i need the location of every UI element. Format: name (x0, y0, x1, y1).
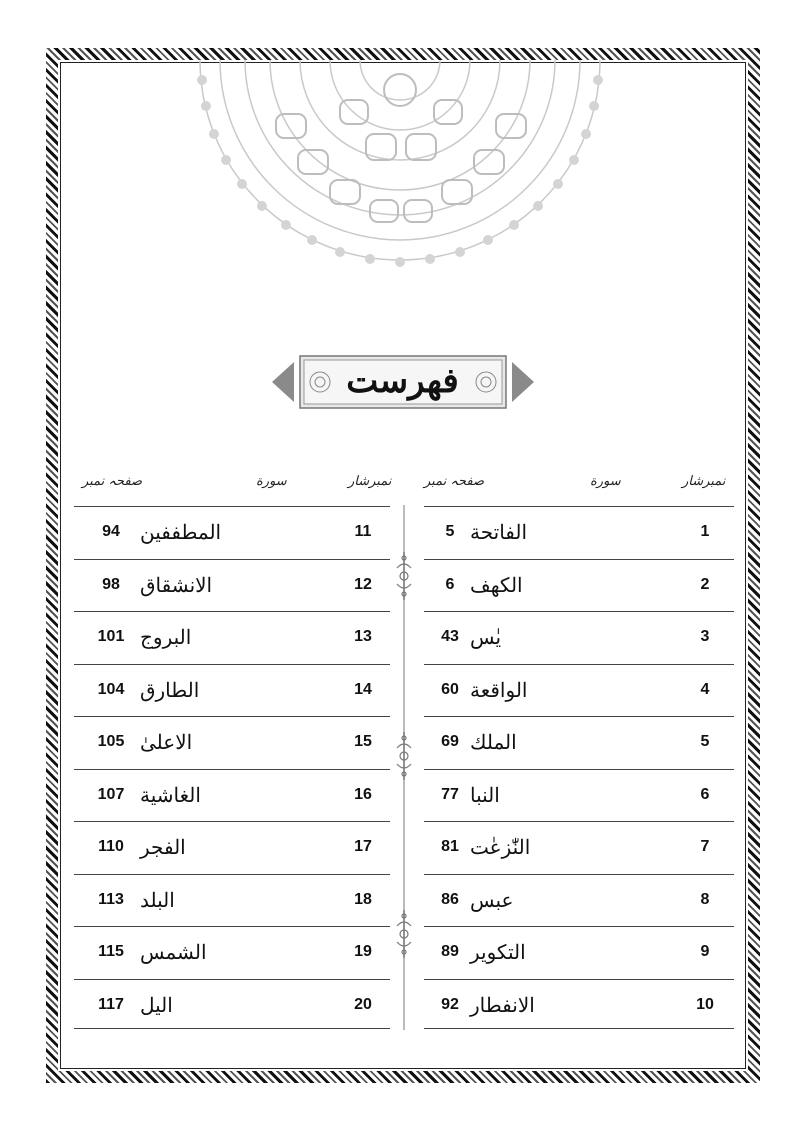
toc-surah-name: الانشقاق (140, 572, 213, 597)
toc-surah-name: النّٰزعٰت (470, 835, 531, 859)
toc-row (74, 716, 390, 766)
toc-surah-name: الواقعة (470, 677, 528, 702)
header-right-page: صفحہ نمبر (424, 474, 484, 489)
toc-number: 6 (700, 785, 710, 803)
toc-surah-name: الفجر (140, 835, 186, 859)
toc-number: 11 (354, 523, 372, 540)
toc-page-number: 115 (98, 943, 124, 960)
toc-row (74, 874, 390, 924)
toc-number: 4 (700, 680, 710, 698)
toc-number: 18 (354, 890, 372, 908)
toc-surah-name: البروج (140, 625, 192, 649)
toc-page-number: 105 (97, 733, 125, 750)
toc-row (424, 874, 734, 924)
header-right-surah: سورة (590, 474, 621, 489)
toc-surah-name: الشمس (140, 940, 207, 964)
toc-number: 13 (354, 628, 372, 645)
divider-ornament (395, 908, 413, 960)
toc-row (424, 611, 734, 661)
toc-row (74, 821, 390, 871)
toc-page-number: 43 (441, 628, 459, 645)
header-right-number: نمبرشار (682, 474, 726, 489)
toc-page-number: 92 (441, 995, 459, 1013)
toc-row (74, 559, 390, 609)
toc-page-number: 86 (441, 890, 459, 908)
toc-row (74, 979, 390, 1029)
toc-row (424, 716, 734, 766)
toc-page-number: 69 (441, 733, 459, 750)
toc-row (74, 769, 390, 819)
toc-number: 14 (354, 680, 372, 698)
toc-number: 20 (354, 995, 372, 1013)
toc-number: 1 (700, 523, 710, 540)
toc-page-number: 113 (98, 890, 124, 908)
toc-number: 17 (354, 838, 372, 855)
toc-number: 8 (700, 890, 710, 908)
toc-surah-name: التكوير (470, 940, 526, 964)
toc-page-number: 94 (102, 523, 120, 540)
toc-page-number: 81 (441, 838, 459, 855)
toc-number: 19 (354, 943, 372, 960)
toc-surah-name: الغاشية (140, 782, 201, 807)
divider-ornament (395, 550, 413, 602)
toc-page-number: 89 (441, 943, 459, 960)
toc-row (74, 506, 390, 556)
toc-page-number: 6 (445, 575, 455, 593)
toc-page-number: 60 (441, 680, 459, 698)
toc-surah-name: اليل (140, 992, 173, 1017)
toc-number: 9 (700, 943, 710, 960)
toc-row (74, 926, 390, 976)
divider-ornament (395, 730, 413, 782)
toc-surah-name: الاعلىٰ (140, 730, 193, 754)
toc-number: 10 (696, 995, 714, 1013)
toc-surah-name: الانفطار (470, 992, 535, 1017)
toc-number: 5 (700, 733, 710, 750)
toc-page-number: 101 (97, 628, 125, 645)
toc-row (424, 506, 734, 556)
toc-row (424, 979, 734, 1029)
toc-row (424, 664, 734, 714)
toc-row (424, 926, 734, 976)
toc-surah-name: يٰس (470, 625, 502, 649)
toc-row (424, 821, 734, 871)
page-title: فهرست (346, 361, 459, 401)
toc-surah-name: البلد (140, 887, 175, 912)
toc-surah-name: المطففين (140, 520, 222, 544)
toc-surah-name: عبس (470, 887, 514, 912)
toc-row (424, 769, 734, 819)
toc-surah-name: الطارق (140, 677, 200, 702)
toc-surah-name: النبا (470, 782, 500, 807)
toc-row (424, 559, 734, 609)
toc-row (74, 664, 390, 714)
header-left-page: صفحہ نمبر (82, 474, 142, 489)
toc-number: 16 (354, 785, 372, 803)
header-left-number: نمبرشار (348, 474, 392, 489)
header-left-surah: سورة (256, 474, 287, 489)
toc-page-number: 98 (102, 575, 120, 593)
toc-page-number: 77 (441, 785, 459, 803)
toc-page-number: 110 (98, 838, 124, 855)
toc-number: 15 (354, 733, 372, 750)
mandala-ornament (190, 40, 610, 270)
toc-surah-name: الكهف (470, 572, 523, 597)
toc-page-number: 107 (97, 785, 125, 803)
toc-number: 3 (700, 628, 710, 645)
toc-surah-name: الفاتحة (470, 520, 528, 544)
toc-page-number: 117 (98, 995, 124, 1013)
toc-number: 7 (700, 838, 710, 855)
toc-number: 12 (354, 575, 372, 593)
toc-row (74, 611, 390, 661)
toc-number: 2 (700, 575, 710, 593)
toc-page-number: 104 (97, 680, 125, 698)
toc-surah-name: الملك (470, 730, 517, 754)
toc-page-number: 5 (445, 523, 455, 540)
